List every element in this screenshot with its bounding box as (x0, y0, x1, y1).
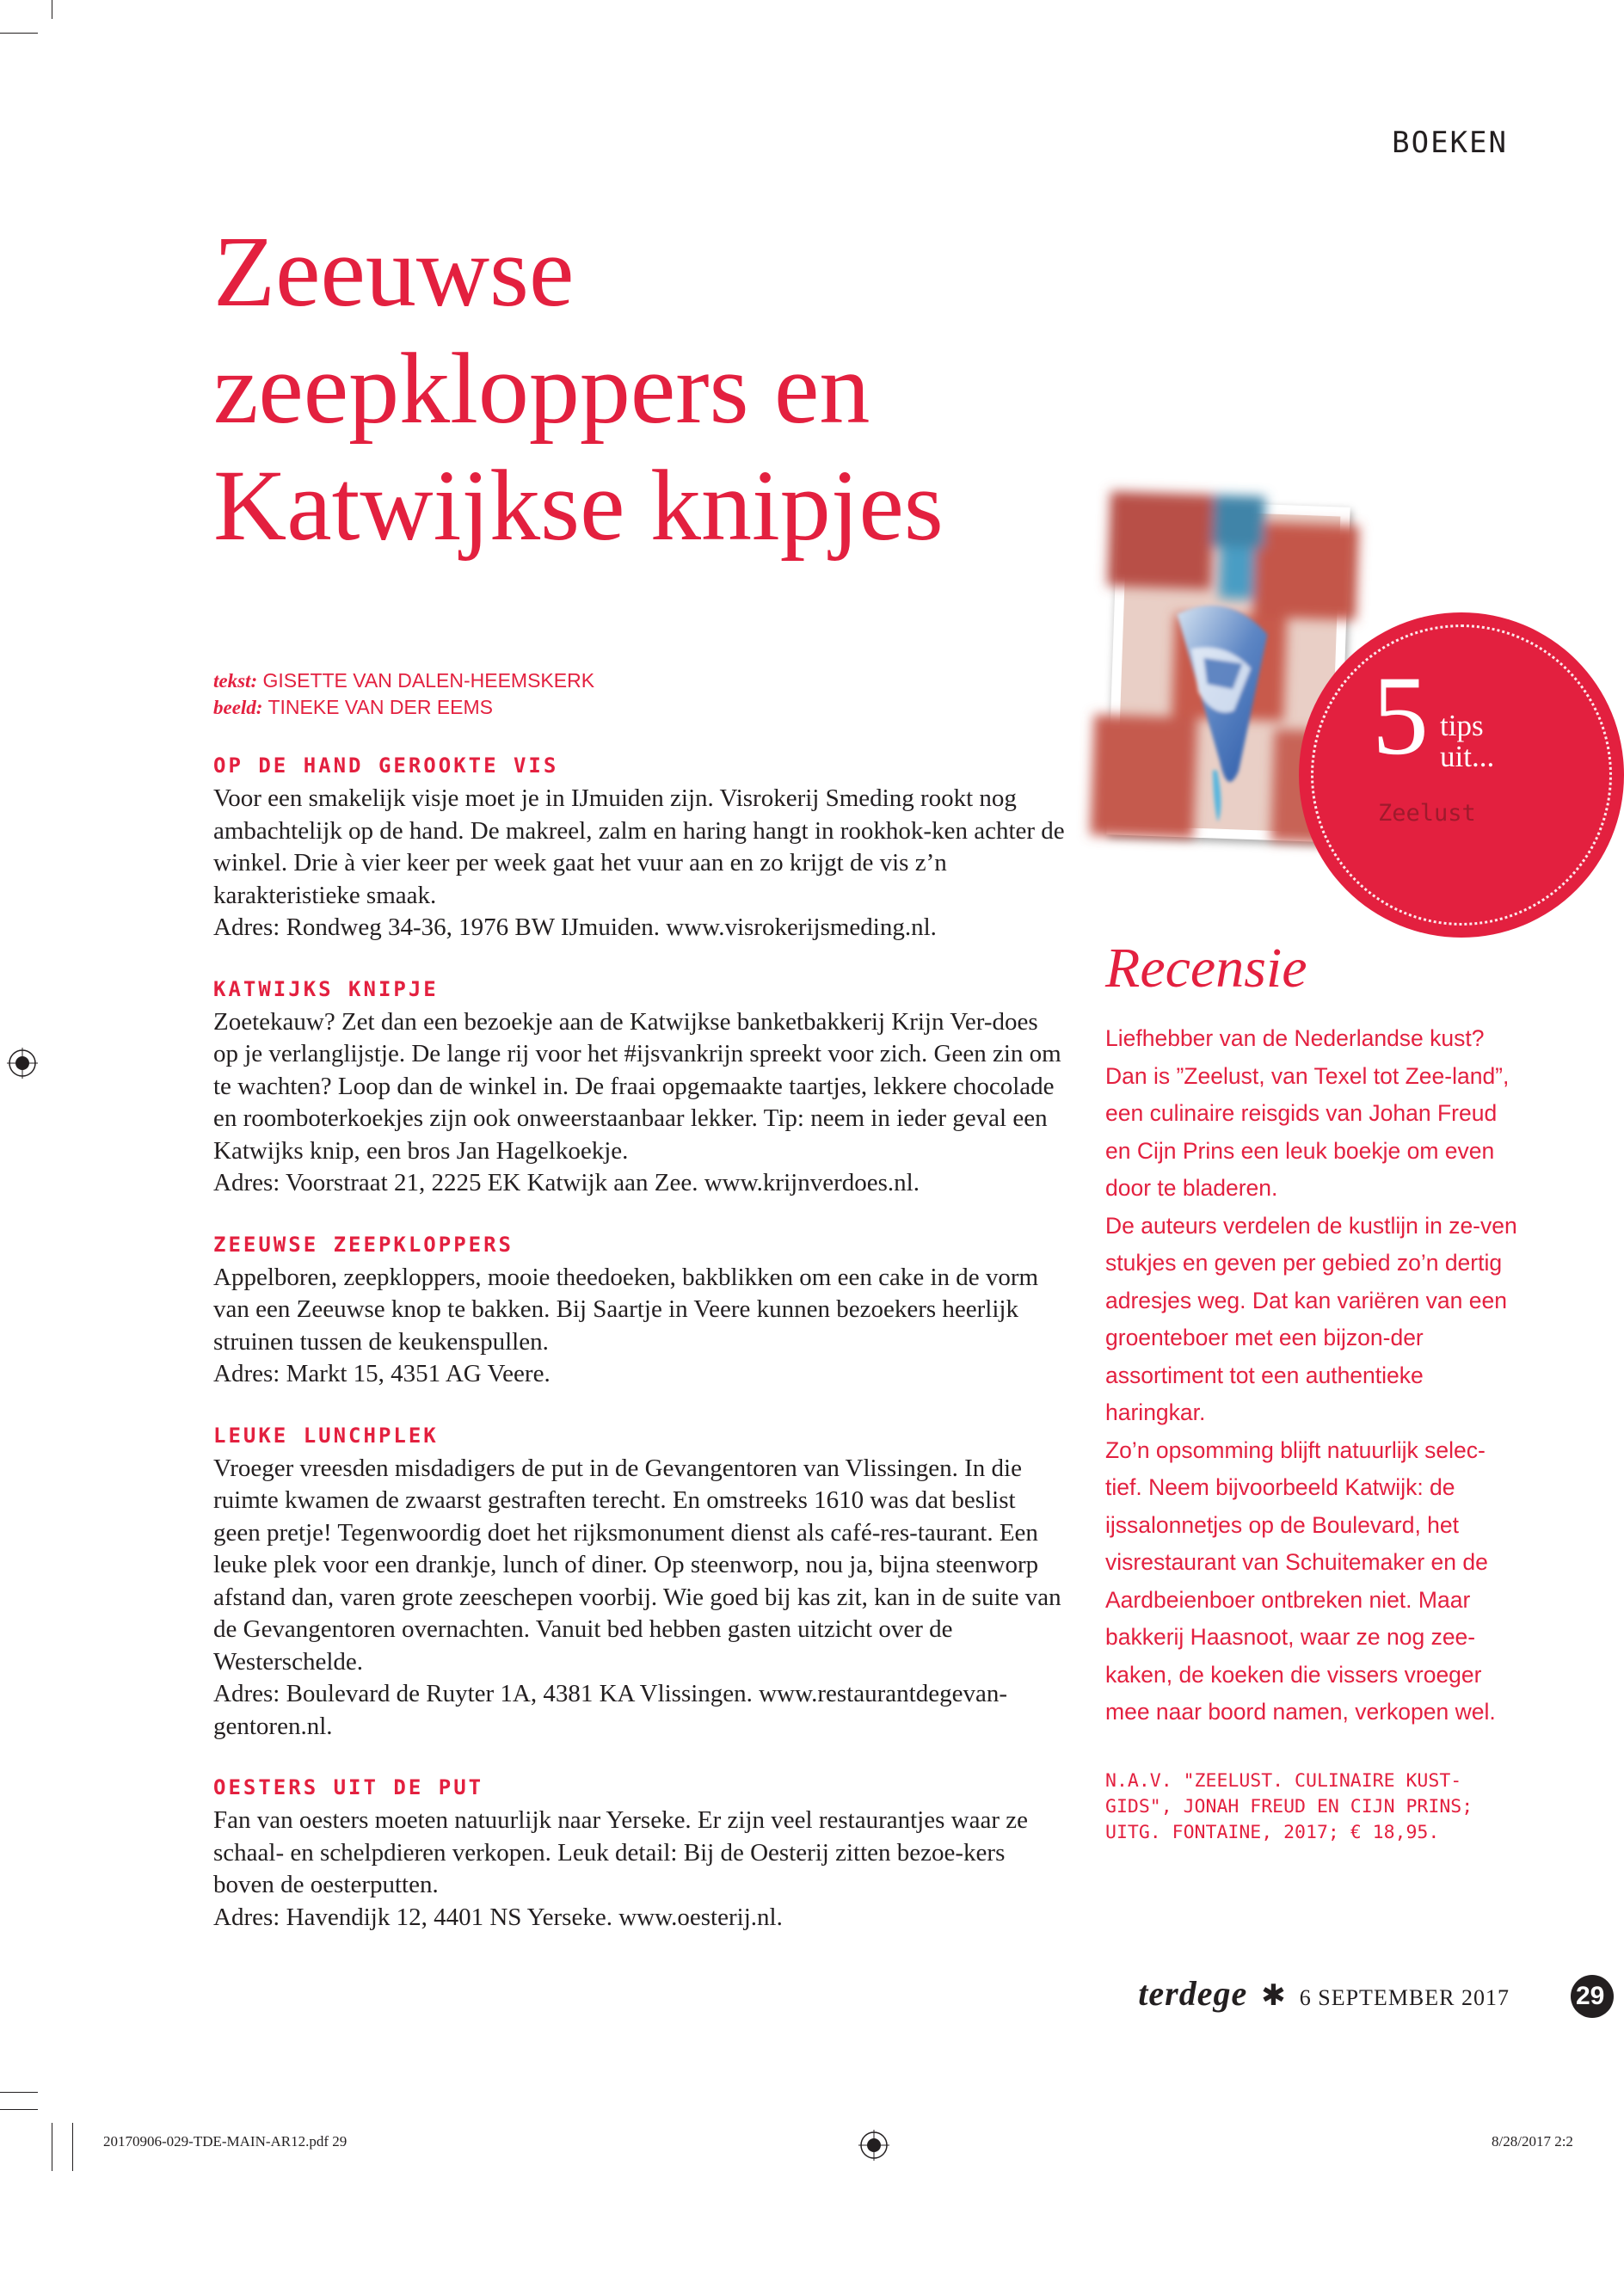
review-heading: Recensie (1105, 937, 1307, 999)
credit-photo (213, 694, 594, 721)
tip-title: ZEEUWSE ZEEPKLOPPERS (213, 1232, 514, 1257)
tip-title: OESTERS UIT DE PUT (213, 1775, 484, 1799)
book-note: N.A.V. "ZEELUST. CULINAIRE KUST-GIDS", JONAH FREUD EN CIJN PRINS; UITG. FONTAINE, 2017; € 18,95. (1105, 1770, 1473, 1843)
tip-item (213, 750, 1065, 944)
tip-item (213, 1420, 1065, 1744)
credits (213, 667, 594, 721)
registration-mark-left-icon (7, 1048, 38, 1079)
tips-list (213, 750, 1065, 1963)
magazine-logo: terdege (1138, 1974, 1248, 2013)
badge-text-line: uit... (1440, 740, 1495, 773)
tip-title: OP DE HAND GEROOKTE VIS (213, 753, 559, 778)
tip-address: Adres: Rondweg 34-36, 1976 BW IJmuiden. www.visrokerijsmeding.nl. (213, 913, 937, 941)
slug-timestamp: 8/28/2017 2:2 (1492, 2133, 1573, 2150)
review-body (1105, 1020, 1518, 1731)
article-title (213, 213, 1116, 564)
credit-text (213, 667, 594, 694)
credit-name: GISETTE VAN DALEN-HEEMSKERK (262, 669, 595, 692)
crop-mark-bl-h2 (0, 2109, 38, 2110)
tips-badge (1299, 612, 1624, 938)
badge-subtitle: Zeelust (1378, 800, 1476, 827)
tip-address: Adres: Boulevard de Ruyter 1A, 4381 KA Vlissingen. www.restaurantdegevan-gentoren.nl. (213, 1680, 1007, 1740)
tip-body: Fan van oesters moeten natuurlijk naar Yerseke. Er zijn veel restaurantjes waar ze schaal- en schelpdieren verkopen. Leuk detail: Bij de Oesterij zitten bezoe-kers boven de oesterputten. (213, 1806, 1028, 1898)
page-footer (1138, 1973, 1510, 2014)
review-paragraph: Liefhebber van de Nederlandse kust? Dan is ”Zeelust, van Texel tot Zee-land”, een culinaire reisgids van Johan Freud en Cijn Prins een leuk boekje om even door te bladeren. (1105, 1025, 1510, 1201)
crop-mark-bl-v2 (72, 2123, 73, 2171)
page-number: 29 (1571, 1975, 1614, 2018)
review-paragraph: De auteurs verdelen de kustlijn in ze-ven stukjes en geven per gebied zo’n dertig adresjes weg. Dat kan variëren van een groenteboer met een bijzon-der assortiment tot een authentieke haringkar. (1105, 1212, 1517, 1425)
tip-body: Zoetekauw? Zet dan een bezoekje aan de Katwijkse banketbakkerij Krijn Ver-does op je verlanglijstje. De lange rij voor het #ijsvankrijn spreekt voor zich. Geen zin om te wachten? Loop dan de winkel in. De fraai opgemaakte taartjes, lekkere chocolade en roomboterkoekjes zijn ook onweerstaanbaar lekker. Tip: neem in ieder geval een Katwijks knip, een bros Jan Hagelkoekje. (213, 1007, 1061, 1165)
title-line: Zeeuwse (213, 215, 575, 328)
registration-mark-bottom-icon (858, 2130, 889, 2161)
badge-ring (1311, 624, 1612, 926)
crop-mark-tl-h (0, 33, 38, 34)
review-paragraph: Zo’n opsomming blijft natuurlijk selec-tief. Neem bijvoorbeeld Katwijk: de ijssalonnetjes op de Boulevard, het visrestaurant van Schuitemaker en de Aardbeienboer ontbreken niet. Maar bakkerij Haasnoot, waar ze nog zee-kaken, de koeken die vissers vroeger mee naar boord namen, verkopen wel. (1105, 1436, 1496, 1725)
tip-item (213, 1772, 1065, 1934)
star-icon: ✱ (1261, 1978, 1286, 2013)
issue-date: 6 SEPTEMBER 2017 (1299, 1985, 1510, 2010)
section-label: BOEKEN (1392, 126, 1508, 160)
title-line: Katwijkse knipjes (213, 449, 944, 562)
badge-text-line: tips (1440, 709, 1484, 742)
badge-text (1440, 710, 1494, 772)
tip-item (213, 1229, 1065, 1391)
tip-body: Appelboren, zeepkloppers, mooie theedoeken, bakblikken om een cake in de vorm van een Zeeuwse knop te bakken. Bij Saartje in Veere kunnen bezoekers heerlijk struinen tussen de keukenspullen. (213, 1263, 1039, 1356)
tip-title: LEUKE LUNCHPLEK (213, 1423, 439, 1448)
slug-filename: 20170906-029-TDE-MAIN-AR12.pdf 29 (103, 2133, 348, 2150)
tip-title: KATWIJKS KNIPJE (213, 976, 439, 1001)
credit-name: TINEKE VAN DER EEMS (268, 696, 494, 718)
tip-body: Voor een smakelijk visje moet je in IJmuiden zijn. Visrokerij Smeding rookt nog ambachtelijk op de hand. De makreel, zalm en haring hangt in rookhok-ken achter de winkel. Drie à vier keer per week gaat het vuur aan en zo krijgt de vis z’n karakteristieke smaak. (213, 784, 1065, 909)
tip-address: Adres: Havendijk 12, 4401 NS Yerseke. www.oesterij.nl. (213, 1903, 783, 1931)
credit-role: beeld: (213, 697, 263, 718)
credit-role: tekst: (213, 670, 258, 692)
tip-address: Adres: Markt 15, 4351 AG Veere. (213, 1360, 551, 1387)
crop-mark-bl-h1 (0, 2092, 38, 2093)
title-line: zeepkloppers en (213, 332, 870, 445)
tip-body: Vroeger vreesden misdadigers de put in de Gevangentoren van Vlissingen. In die ruimte kwamen de zwaarst gestraften terecht. En omstreeks 1610 was dat beslist geen pretje! Tegenwoordig doet het rijksmonument dienst als café-res-taurant. Een leuke plek voor een drankje, lunch of diner. Op steenworp, nou ja, bijna steenworp afstand dan, varen grote zeeschepen voorbij. Wie goed bij kas zit, kan in de suite van de Gevangentoren overnachten. Vanuit bed hebben gasten uitzicht over de Westerschelde. (213, 1454, 1061, 1676)
badge-number: 5 (1372, 652, 1429, 778)
tip-address: Adres: Voorstraat 21, 2225 EK Katwijk aan Zee. www.krijnverdoes.nl. (213, 1169, 920, 1196)
tip-item (213, 974, 1065, 1200)
